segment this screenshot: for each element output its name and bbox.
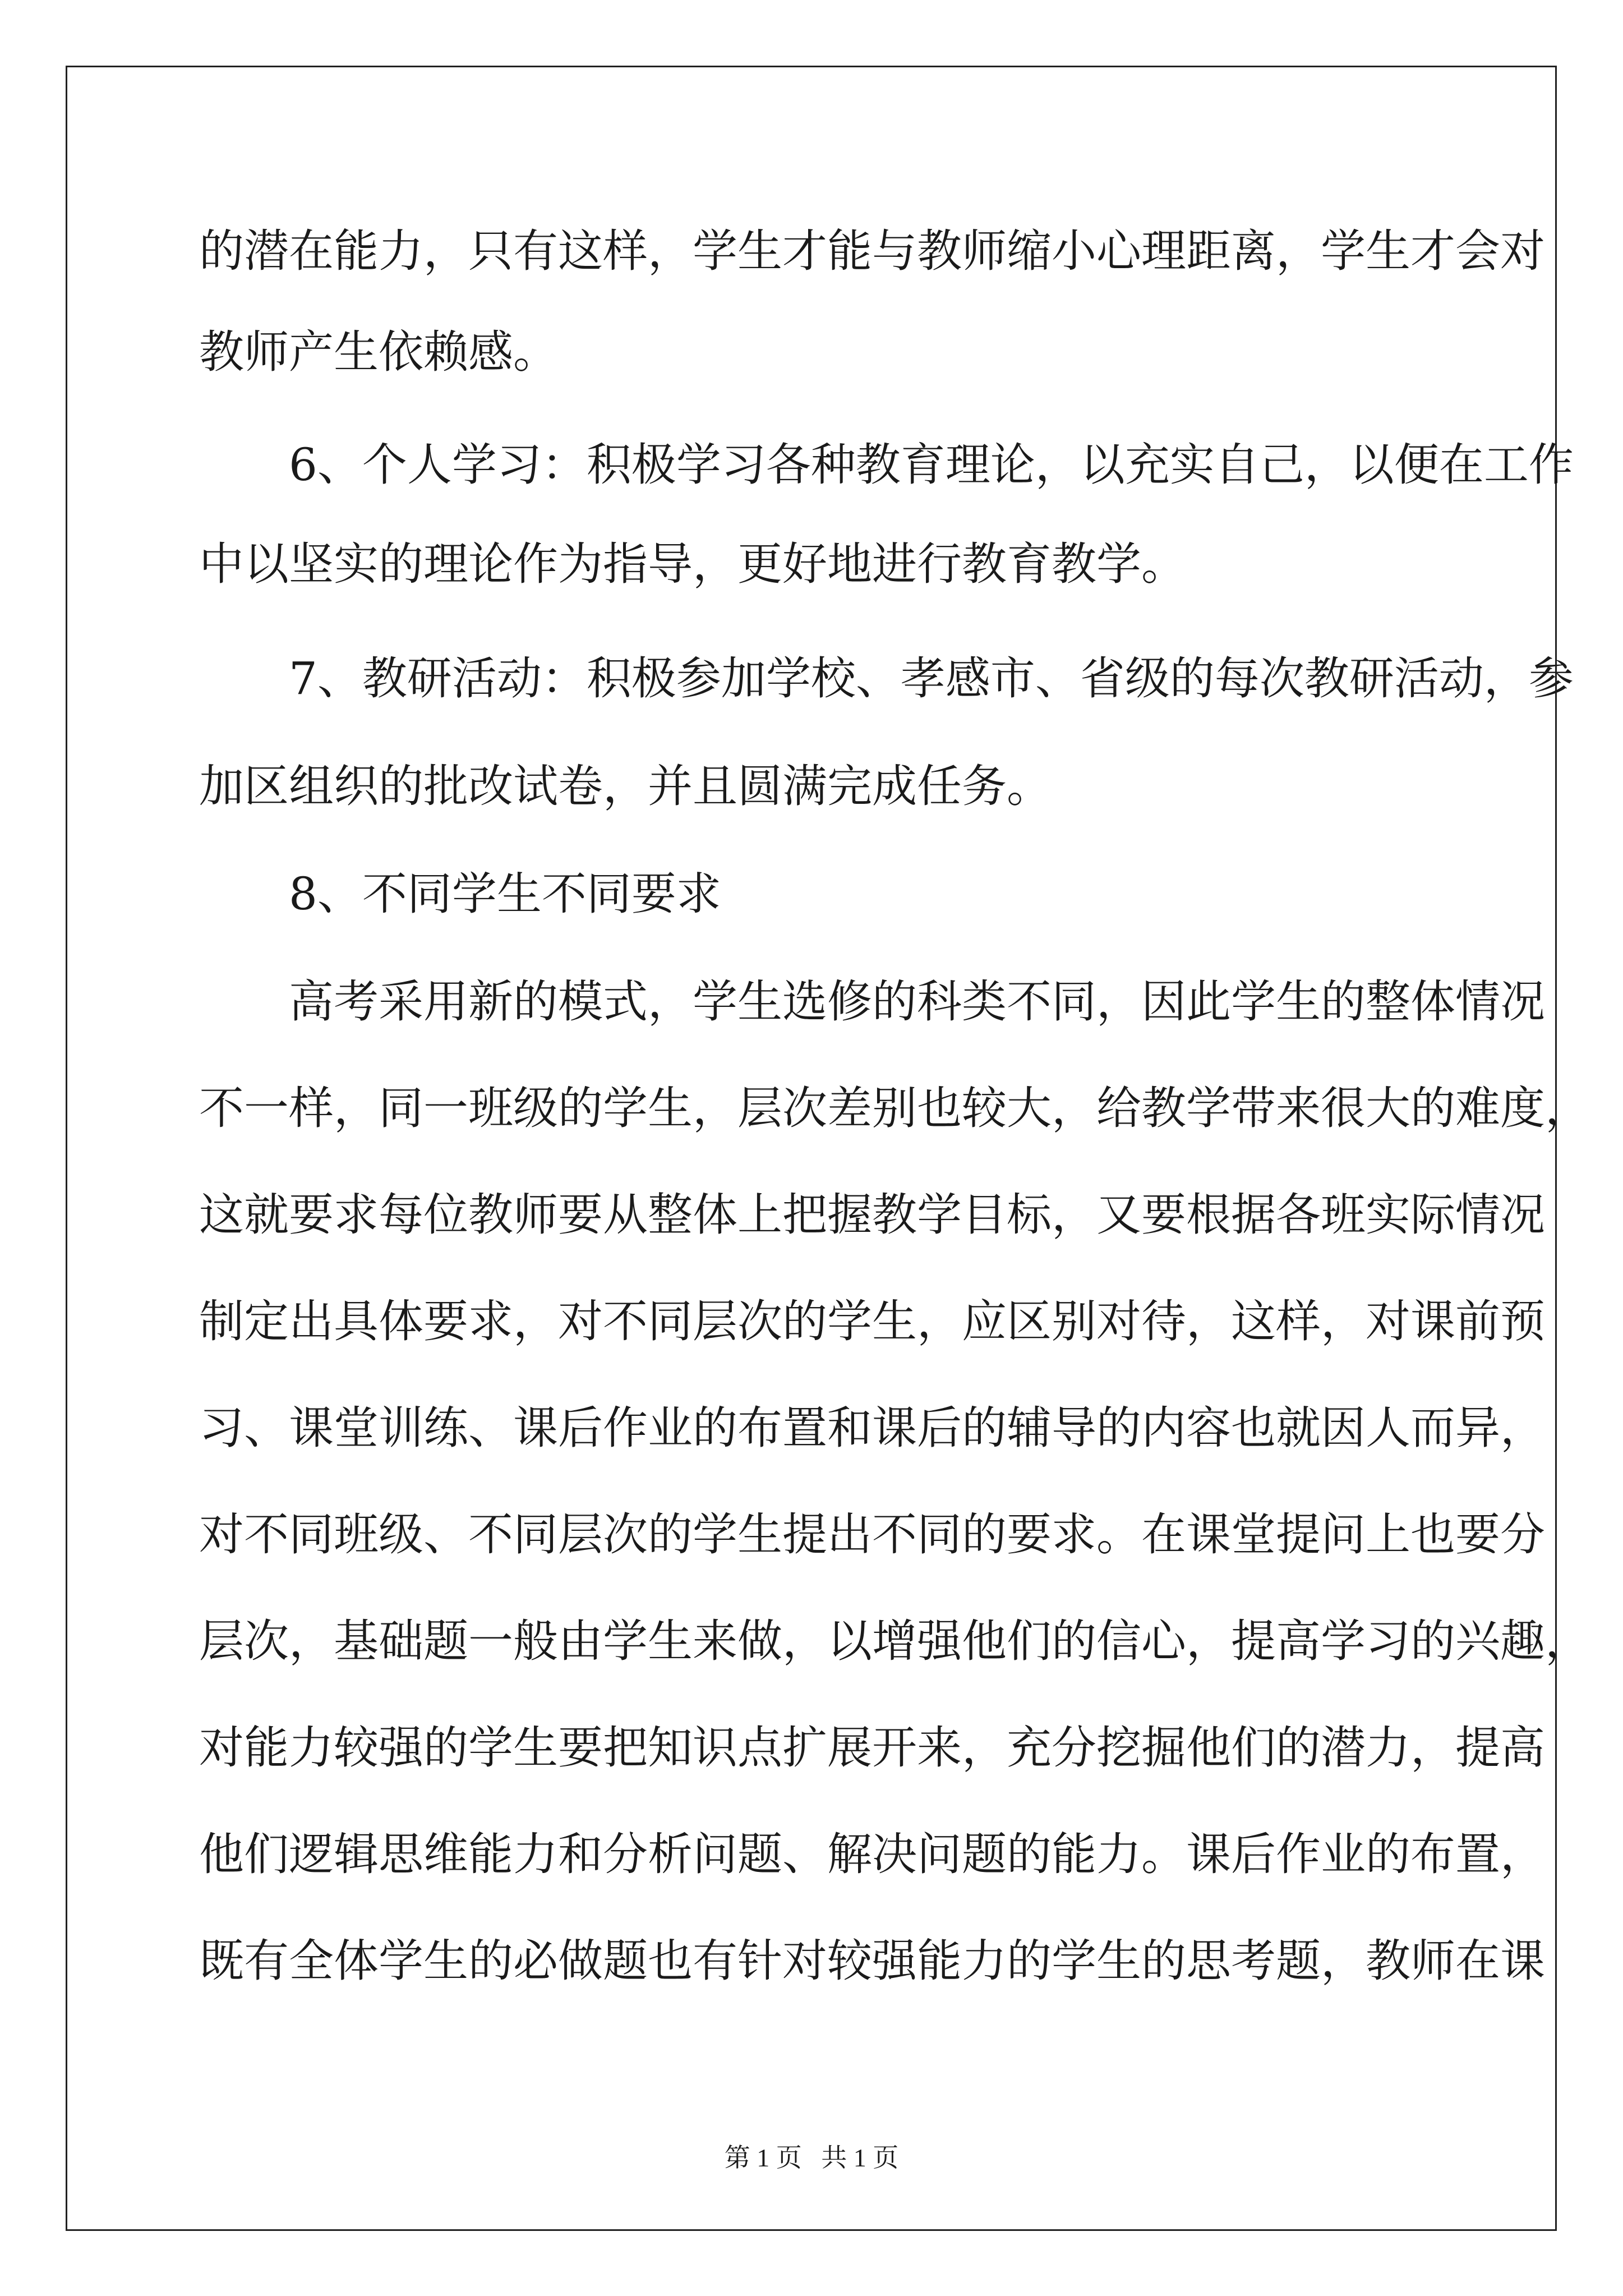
text-line: 对不同班级、不同层次的学生提出不同的要求。在课堂提问上也要分 xyxy=(199,1508,1545,1561)
text-line: 既有全体学生的必做题也有针对较强能力的学生的思考题，教师在课 xyxy=(199,1935,1545,1987)
text-line: 高考采用新的模式，学生选修的科类不同，因此学生的整体情况 xyxy=(199,976,1545,1028)
text-line: 他们逻辑思维能力和分析问题、解决问题的能力。课后作业的布置， xyxy=(199,1828,1545,1880)
text-line: 加区组织的批改试卷，并且圆满完成任务。 xyxy=(199,760,1052,812)
text-line: 这就要求每位教师要从整体上把握教学目标，又要根据各班实际情况 xyxy=(199,1189,1545,1241)
page-border xyxy=(66,66,1557,2231)
text-line: 层次，基础题一般由学生来做，以增强他们的信心，提高学习的兴趣， xyxy=(199,1615,1590,1667)
text-line: 教师产生依赖感。 xyxy=(199,326,558,378)
text-line: 7、教研活动：积极参加学校、孝感市、省级的每次教研活动，参 xyxy=(199,652,1574,705)
text-line: 中以坚实的理论作为指导，更好地进行教育教学。 xyxy=(199,538,1186,590)
text-line: 8、不同学生不同要求 xyxy=(199,868,721,920)
text-line: 6、个人学习：积极学习各种教育理论，以充实自己，以便在工作 xyxy=(199,439,1574,491)
text-line: 的潜在能力，只有这样，学生才能与教师缩小心理距离，学生才会对 xyxy=(199,225,1545,277)
text-line: 不一样，同一班级的学生，层次差别也较大，给教学带来很大的难度， xyxy=(199,1082,1590,1134)
text-line: 对能力较强的学生要把知识点扩展开来，充分挖掘他们的潜力，提高 xyxy=(199,1722,1545,1774)
text-line: 习、课堂训练、课后作业的布置和课后的辅导的内容也就因人而异， xyxy=(199,1402,1545,1454)
page-footer: 第 1 页 共 1 页 xyxy=(724,2143,899,2172)
text-line: 制定出具体要求，对不同层次的学生，应区别对待，这样，对课前预 xyxy=(199,1295,1545,1347)
